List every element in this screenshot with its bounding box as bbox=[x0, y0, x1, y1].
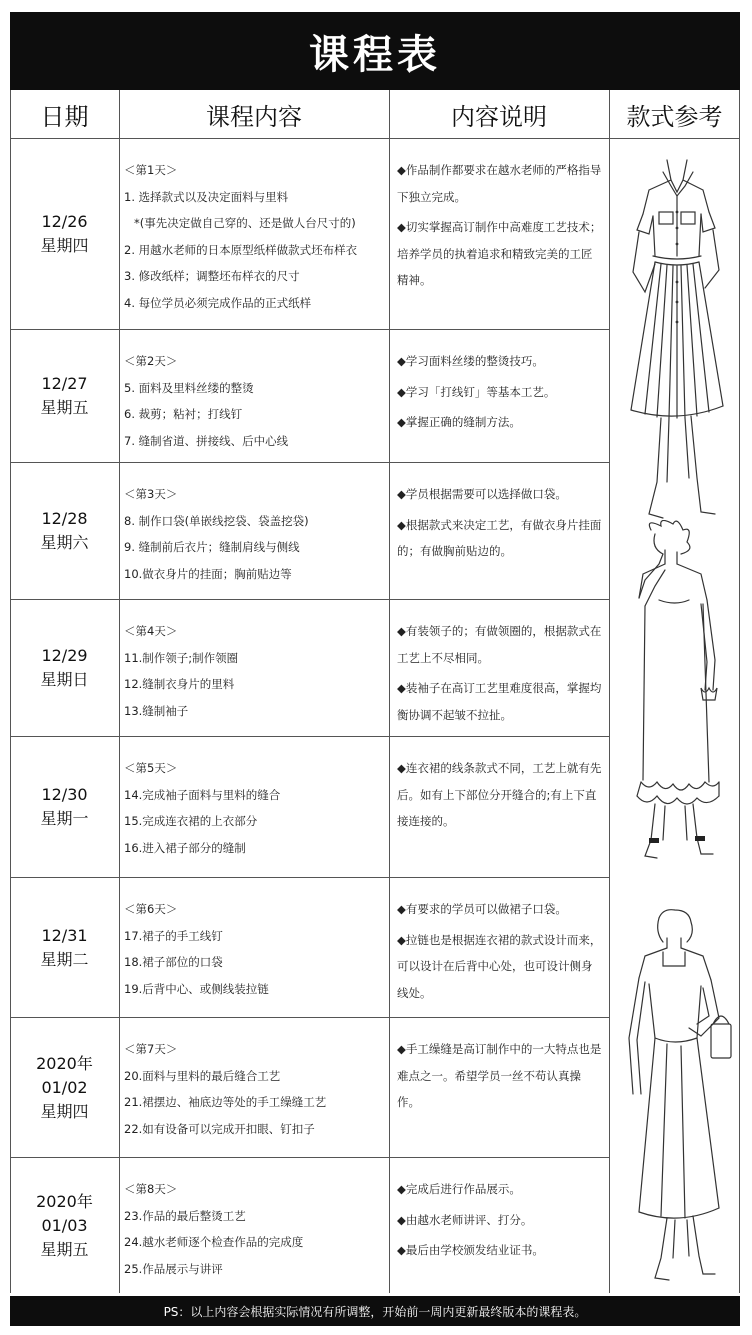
date-text: 01/02 bbox=[41, 1077, 88, 1097]
schedule-row bbox=[10, 737, 609, 877]
course-item: 6. 裁剪；粘衬；打线钉 bbox=[124, 407, 243, 421]
course-item: 19.后背中心、或侧线装拉链 bbox=[124, 981, 269, 996]
desc-bullet: ◆切实掌握高订制作中高难度工艺技术；培养学员的执着追求和精致完美的工匠精神。 bbox=[397, 220, 602, 287]
course-item-note: *(事先决定做自己穿的、还是做人台尺寸的) bbox=[134, 216, 356, 230]
desc-bullet: ◆有要求的学员可以做裙子口袋。 bbox=[397, 902, 567, 916]
course-item: 16.进入裙子部分的缝制 bbox=[124, 840, 246, 855]
weekday-text: 星期五 bbox=[40, 398, 89, 417]
day-label: ＜第5天＞ bbox=[124, 761, 178, 775]
course-item: 5. 面料及里料丝缕的整烫 bbox=[124, 380, 254, 395]
day-label: ＜第1天＞ bbox=[124, 163, 178, 177]
weekday-text: 星期四 bbox=[40, 236, 89, 255]
schedule-row bbox=[10, 600, 609, 736]
course-item: 13.缝制袖子 bbox=[124, 703, 189, 718]
dress-sketch-longdress bbox=[615, 908, 735, 1288]
desc-bullet: ◆拉链也是根据连衣裙的款式设计而来，可以设计在后背中心处，也可设计侧身线处。 bbox=[397, 932, 602, 1000]
content-cell bbox=[119, 600, 389, 736]
schedule-row bbox=[10, 330, 609, 462]
schedule-row bbox=[10, 878, 609, 1017]
day-label: ＜第4天＞ bbox=[124, 624, 178, 638]
desc-cell bbox=[389, 737, 609, 877]
schedule-row bbox=[10, 1158, 609, 1293]
desc-bullet: ◆完成后进行作品展示。 bbox=[397, 1182, 521, 1196]
col-divider-3 bbox=[609, 90, 610, 1293]
date-cell bbox=[10, 463, 119, 599]
day-label: ＜第8天＞ bbox=[124, 1182, 178, 1196]
desc-bullet: ◆手工缲缝是高订制作中的一大特点也是难点之一。希望学员一丝不苟认真操作。 bbox=[397, 1042, 602, 1109]
desc-cell bbox=[389, 1018, 609, 1157]
date-text: 12/26 bbox=[41, 212, 88, 231]
course-item: 24.越水老师逐个检查作品的完成度 bbox=[124, 1235, 304, 1249]
footer-note-bar bbox=[10, 1296, 740, 1326]
course-item: 9. 缝制前后衣片；缝制肩线与侧线 bbox=[124, 540, 300, 554]
date-cell bbox=[10, 330, 119, 462]
course-item: 23.作品的最后整烫工艺 bbox=[124, 1208, 246, 1223]
desc-cell bbox=[389, 600, 609, 736]
header-desc: 内容说明 bbox=[451, 102, 547, 131]
course-item: 21.裙摆边、袖底边等处的手工缲缝工艺 bbox=[124, 1095, 327, 1109]
course-item: 10.做衣身片的挂面；胸前贴边等 bbox=[124, 566, 292, 581]
header-ref: 款式参考 bbox=[626, 102, 723, 131]
desc-bullet: ◆根据款式来决定工艺，有做衣身片挂面的；有做胸前贴边的。 bbox=[397, 517, 602, 558]
desc-cell bbox=[389, 463, 609, 599]
date-text: 01/03 bbox=[41, 1215, 88, 1235]
desc-cell bbox=[389, 1158, 609, 1293]
desc-bullet: ◆作品制作都要求在越水老师的严格指导下独立完成。 bbox=[397, 163, 602, 204]
content-cell bbox=[119, 1018, 389, 1157]
desc-cell bbox=[389, 139, 609, 329]
course-item: 2. 用越水老师的日本原型纸样做款式坯布样衣 bbox=[124, 242, 358, 257]
course-item: 22.如有设备可以完成开扣眼、钉扣子 bbox=[124, 1121, 315, 1136]
desc-bullet: ◆由越水老师讲评、打分。 bbox=[397, 1212, 533, 1227]
desc-cell bbox=[389, 330, 609, 462]
course-item: 8. 制作口袋(单嵌线挖袋、袋盖挖袋) bbox=[124, 513, 309, 528]
dress-sketch-shirtdress bbox=[615, 152, 735, 528]
date-year: 2020年 bbox=[36, 1053, 93, 1073]
course-item: 17.裙子的手工线钉 bbox=[124, 928, 223, 943]
desc-bullet: ◆最后由学校颁发结业证书。 bbox=[397, 1243, 544, 1257]
weekday-text: 星期日 bbox=[40, 670, 89, 689]
day-label: ＜第3天＞ bbox=[124, 487, 178, 501]
date-text: 12/27 bbox=[41, 374, 88, 393]
course-item: 14.完成袖子面料与里料的缝合 bbox=[124, 787, 281, 802]
content-cell bbox=[119, 139, 389, 329]
schedule-row bbox=[10, 139, 609, 329]
content-cell bbox=[119, 1158, 389, 1293]
date-cell bbox=[10, 878, 119, 1017]
course-item: 7. 缝制省道、拼接线、后中心线 bbox=[124, 433, 289, 448]
course-item: 4. 每位学员必须完成作品的正式纸样 bbox=[124, 295, 312, 310]
day-label: ＜第2天＞ bbox=[124, 354, 178, 368]
course-item: 3. 修改纸样；调整坯布样衣的尺寸 bbox=[124, 269, 300, 283]
desc-bullet: ◆学员根据需要可以选择做口袋。 bbox=[397, 487, 567, 501]
date-cell bbox=[10, 600, 119, 736]
desc-cell bbox=[389, 878, 609, 1017]
desc-bullet: ◆连衣裙的线条款式不同，工艺上就有先后。如有上下部位分开缝合的;有上下直接连接的。 bbox=[397, 761, 602, 828]
course-item: 15.完成连衣裙的上衣部分 bbox=[124, 814, 258, 828]
date-cell bbox=[10, 1018, 119, 1157]
weekday-text: 星期四 bbox=[40, 1101, 89, 1121]
date-text: 12/29 bbox=[41, 646, 88, 665]
weekday-text: 星期二 bbox=[40, 949, 89, 969]
course-item: 1. 选择款式以及决定面料与里料 bbox=[124, 189, 289, 204]
outer-right-border bbox=[739, 90, 740, 1293]
content-cell bbox=[119, 463, 389, 599]
course-item: 12.缝制衣身片的里料 bbox=[124, 677, 235, 691]
date-text: 12/31 bbox=[41, 925, 88, 945]
weekday-text: 星期一 bbox=[40, 809, 89, 828]
footer-note: PS：以上内容会根据实际情况有所调整，开始前一周内更新最终版本的课程表。 bbox=[163, 1304, 587, 1319]
date-cell bbox=[10, 1158, 119, 1293]
date-year: 2020年 bbox=[36, 1191, 93, 1211]
desc-bullet: ◆掌握正确的缝制方法。 bbox=[397, 415, 521, 429]
date-text: 12/30 bbox=[41, 785, 88, 804]
course-item: 18.裙子部位的口袋 bbox=[124, 955, 223, 969]
desc-bullet: ◆有装领子的；有做领圈的，根据款式在工艺上不尽相同。 bbox=[397, 624, 602, 665]
title-bar bbox=[10, 12, 740, 90]
weekday-text: 星期五 bbox=[40, 1239, 89, 1259]
desc-bullet: ◆装袖子在高订工艺里难度很高，掌握均衡协调不起皱不拉扯。 bbox=[397, 681, 602, 722]
page-title: 课程表 bbox=[309, 31, 441, 78]
desc-bullet: ◆学习「打线钉」等基本工艺。 bbox=[397, 384, 556, 399]
content-cell bbox=[119, 330, 389, 462]
course-item: 25.作品展示与讲评 bbox=[124, 1261, 223, 1276]
content-cell bbox=[119, 737, 389, 877]
date-cell bbox=[10, 737, 119, 877]
schedule-table bbox=[10, 90, 740, 1293]
dress-sketch-ruffle bbox=[615, 520, 735, 860]
course-item: 11.制作领子;制作领圈 bbox=[124, 650, 239, 665]
date-cell bbox=[10, 139, 119, 329]
content-cell bbox=[119, 878, 389, 1017]
course-item: 20.面料与里料的最后缝合工艺 bbox=[124, 1068, 281, 1083]
schedule-row bbox=[10, 463, 609, 599]
day-label: ＜第7天＞ bbox=[124, 1042, 178, 1056]
schedule-row bbox=[10, 1018, 609, 1157]
day-label: ＜第6天＞ bbox=[124, 902, 178, 916]
weekday-text: 星期六 bbox=[40, 533, 89, 552]
header-date: 日期 bbox=[40, 102, 89, 131]
date-text: 12/28 bbox=[41, 509, 88, 528]
header-content: 课程内容 bbox=[206, 102, 302, 131]
desc-bullet: ◆学习面料丝缕的整烫技巧。 bbox=[397, 354, 544, 368]
